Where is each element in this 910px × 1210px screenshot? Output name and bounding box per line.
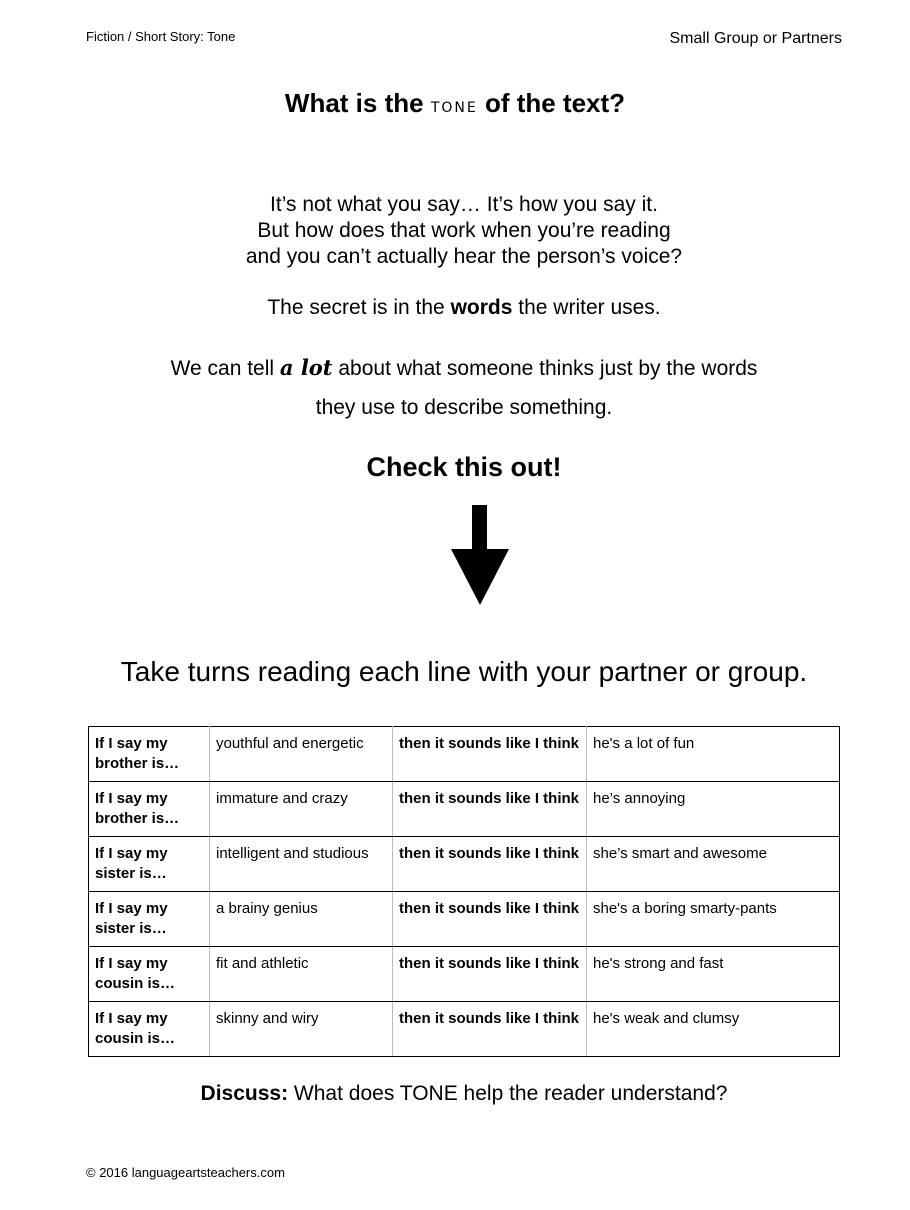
table-row <box>89 782 840 837</box>
connector-cell: then it sounds like I think <box>393 947 587 1002</box>
discuss-prompt <box>0 1082 910 1106</box>
meaning-cell: he's strong and fast <box>587 947 840 1002</box>
subject-cell: If I say my cousin is… <box>89 1002 210 1057</box>
intro-line: and you can’t actually hear the person’s voice? <box>245 245 683 268</box>
secret-before: The secret is in the <box>267 296 451 319</box>
table-row <box>89 947 840 1002</box>
description-cell: immature and crazy <box>210 782 393 837</box>
connector-cell: then it sounds like I think <box>393 837 587 892</box>
title-emphasis: tone <box>430 93 478 117</box>
check-heading: Check this out! <box>366 452 562 482</box>
secret-bold-word: words <box>450 296 513 319</box>
connector-cell: then it sounds like I think <box>393 727 587 782</box>
table-row <box>89 1002 840 1057</box>
subject-cell: If I say my brother is… <box>89 727 210 782</box>
down-arrow-icon <box>451 505 509 610</box>
secret-after: the writer uses. <box>512 296 661 319</box>
lot-after: about what someone thinks just by the words <box>332 357 758 380</box>
subject-cell: If I say my sister is… <box>89 837 210 892</box>
header-activity-type: Small Group or Partners <box>669 30 842 47</box>
secret-paragraph <box>0 296 910 320</box>
instructions: Take turns reading each line with your partner or group. <box>120 656 808 687</box>
discuss-label: Discuss: <box>200 1082 289 1105</box>
discuss-question: What does TONE help the reader understand? <box>288 1082 728 1105</box>
copyright-footer: © 2016 languageartsteachers.com <box>86 1165 285 1180</box>
lot-paragraph <box>0 348 910 427</box>
description-cell: a brainy genius <box>210 892 393 947</box>
description-cell: skinny and wiry <box>210 1002 393 1057</box>
connector-cell: then it sounds like I think <box>393 892 587 947</box>
title-before: What is the <box>284 88 431 118</box>
page-title <box>0 88 910 119</box>
subject-cell: If I say my cousin is… <box>89 947 210 1002</box>
table-row <box>89 727 840 782</box>
meaning-cell: he's a lot of fun <box>587 727 840 782</box>
description-cell: intelligent and studious <box>210 837 393 892</box>
meaning-cell: he’s annoying <box>587 782 840 837</box>
lot-emphasis: a lot <box>279 355 333 380</box>
connector-cell: then it sounds like I think <box>393 1002 587 1057</box>
title-after: of the text? <box>477 88 626 118</box>
tone-table <box>88 726 840 1057</box>
connector-cell: then it sounds like I think <box>393 782 587 837</box>
intro-line: It’s not what you say… It’s how you say it. <box>270 193 658 216</box>
intro-paragraph <box>0 192 910 270</box>
lot-before: We can tell <box>170 357 280 380</box>
subject-cell: If I say my brother is… <box>89 782 210 837</box>
meaning-cell: he's weak and clumsy <box>587 1002 840 1057</box>
subject-cell: If I say my sister is… <box>89 892 210 947</box>
header-course-label: Fiction / Short Story: Tone <box>86 29 236 44</box>
lot-line-1 <box>0 348 910 388</box>
description-cell: youthful and energetic <box>210 727 393 782</box>
intro-line: But how does that work when you’re reading <box>257 219 671 242</box>
meaning-cell: she's a boring smarty-pants <box>587 892 840 947</box>
lot-line-2: they use to describe something. <box>315 396 613 419</box>
meaning-cell: she’s smart and awesome <box>587 837 840 892</box>
table-row <box>89 837 840 892</box>
table-row <box>89 892 840 947</box>
description-cell: fit and athletic <box>210 947 393 1002</box>
